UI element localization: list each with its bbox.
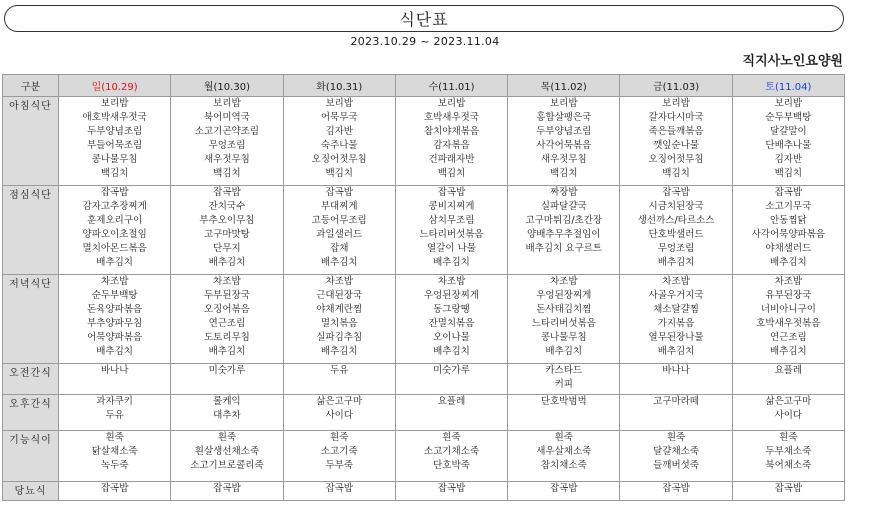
- menu-item: 두부채소죽: [765, 446, 812, 457]
- menu-cell: [508, 395, 620, 431]
- menu-cell: [59, 186, 171, 275]
- menu-item: 부추오이무침: [199, 215, 255, 226]
- menu-cell: [283, 482, 395, 501]
- menu-item: 배추김치: [320, 257, 358, 268]
- menu-item: 소고기브로콜리죽: [190, 460, 264, 471]
- menu-item: 새우젓무침: [540, 154, 587, 165]
- row-diabetic-diet: [3, 482, 845, 501]
- menu-item: 유부된장국: [765, 290, 812, 301]
- menu-item: 잡곡밥: [325, 483, 353, 494]
- menu-item: 흰죽: [666, 432, 686, 443]
- menu-item: 미숫가루: [208, 365, 246, 376]
- menu-item: 고구마맛탕: [203, 229, 250, 240]
- row-functional-diet: [3, 431, 845, 482]
- menu-cell: [59, 431, 171, 482]
- menu-cell: [171, 275, 283, 364]
- menu-item: 대추차: [213, 410, 241, 421]
- menu-item: 두유: [105, 410, 124, 421]
- menu-cell: [59, 97, 171, 186]
- menu-cell: [283, 275, 395, 364]
- menu-cell: [508, 482, 620, 501]
- menu-cell: [620, 482, 732, 501]
- menu-item: 콩비지찌게: [428, 201, 475, 212]
- menu-item: 연근조림: [208, 318, 246, 329]
- menu-item: 미숫가루: [433, 365, 470, 376]
- menu-item: 잡곡밥: [550, 483, 578, 494]
- menu-item: 호박새우젓볶음: [756, 318, 821, 329]
- menu-item: 백김치: [213, 168, 241, 179]
- menu-item: 사이다: [774, 410, 803, 421]
- menu-item: 연근조림: [769, 332, 807, 343]
- row-morning-snack: [3, 364, 845, 395]
- menu-item: 배추김치: [657, 346, 695, 357]
- menu-item: 배추김치: [96, 257, 133, 268]
- menu-cell: [508, 431, 620, 482]
- menu-item: 두부죽: [325, 460, 353, 471]
- menu-item: 소고기곤약조림: [194, 126, 260, 137]
- menu-item: 고구마튀김/초간장: [525, 215, 603, 226]
- menu-item: 훈제오리구이: [87, 215, 143, 226]
- column-header-label: 구분: [3, 75, 59, 97]
- menu-cell: [732, 364, 844, 395]
- menu-item: 차조밥: [437, 276, 466, 287]
- menu-item: 보리밥: [662, 98, 690, 109]
- menu-item: 잡곡밥: [662, 483, 690, 494]
- menu-cell: [732, 482, 844, 501]
- column-header-thu: 목(11.02): [508, 75, 620, 97]
- menu-cell: [171, 395, 283, 431]
- menu-item: 느타리버섯볶음: [531, 318, 596, 329]
- menu-item: 카스타드: [545, 365, 583, 376]
- menu-item: 사골우거지국: [648, 290, 704, 301]
- row-label: 점심식단: [3, 186, 59, 275]
- menu-item: 잡곡밥: [437, 187, 466, 198]
- menu-cell: [59, 482, 171, 501]
- menu-item: 김자반: [774, 154, 803, 165]
- menu-item: 닭살채소죽: [91, 446, 138, 457]
- menu-item: 백김치: [550, 168, 578, 179]
- menu-cell: [59, 275, 171, 364]
- menu-item: 소고기채소죽: [423, 446, 480, 457]
- menu-item: 흰죽: [330, 432, 349, 443]
- menu-cell: [283, 395, 395, 431]
- menu-item: 오징어젓무침: [648, 154, 704, 165]
- menu-item: 김자반: [325, 126, 353, 137]
- menu-item: 잡곡밥: [662, 187, 690, 198]
- menu-cell: [508, 364, 620, 395]
- menu-item: 돈육양파볶음: [87, 304, 143, 315]
- menu-cell: [732, 431, 844, 482]
- menu-item: 배추김치: [769, 346, 807, 357]
- menu-item: 짜장밥: [550, 187, 578, 198]
- menu-item: 감자고추장찌게: [82, 201, 147, 212]
- menu-cell: [171, 97, 283, 186]
- column-header-tue: 화(10.31): [283, 75, 395, 97]
- menu-item: 새우젓무침: [203, 154, 250, 165]
- page-title: 식단표: [399, 10, 449, 29]
- menu-item: 무엉조림: [657, 243, 695, 254]
- menu-cell: [508, 97, 620, 186]
- menu-item: 단배추나물: [765, 140, 812, 151]
- menu-item: 배추김치: [320, 346, 358, 357]
- menu-cell: [620, 186, 732, 275]
- menu-item: 부추양파무침: [87, 318, 143, 329]
- menu-item: 고등어무조림: [311, 215, 367, 226]
- menu-cell: [620, 395, 732, 431]
- menu-item: 잡채: [330, 243, 349, 254]
- menu-item: 오이나물: [433, 332, 470, 343]
- menu-item: 삼치무조림: [428, 215, 475, 226]
- menu-item: 부대찌게: [320, 201, 358, 212]
- menu-item: 보리밥: [774, 98, 803, 109]
- menu-item: 들깨버섯죽: [653, 460, 699, 471]
- menu-cell: [620, 364, 732, 395]
- menu-item: 잡곡밥: [774, 187, 803, 198]
- menu-cell: [508, 186, 620, 275]
- menu-item: 멸치아몬드볶음: [82, 243, 147, 254]
- column-header-sun: 일(10.29): [59, 75, 171, 97]
- menu-item: 요플레: [774, 365, 803, 376]
- menu-item: 잡곡밥: [325, 187, 353, 198]
- menu-item: 차조밥: [550, 276, 578, 287]
- menu-item: 북어채소죽: [765, 460, 812, 471]
- menu-item: 열무된장나물: [648, 332, 704, 343]
- menu-item: 호박새우젓국: [423, 112, 480, 123]
- menu-item: 열갈이 나물: [427, 243, 476, 254]
- menu-item: 과일샐러드: [316, 229, 363, 240]
- menu-item: 백김치: [662, 168, 690, 179]
- menu-item: 소고기죽: [320, 446, 358, 457]
- menu-item: 새우살채소죽: [536, 446, 592, 457]
- menu-item: 어묵양파볶음: [87, 332, 143, 343]
- menu-item: 돈사태김치찜: [536, 304, 592, 315]
- menu-cell: [283, 186, 395, 275]
- menu-item: 차조밥: [662, 276, 690, 287]
- menu-item: 채소달걀찜: [653, 304, 699, 315]
- menu-item: 순두부백탕: [91, 290, 138, 301]
- menu-item: 배추김치: [769, 257, 807, 268]
- menu-cell: [732, 395, 844, 431]
- menu-item: 근대된장국: [316, 290, 363, 301]
- row-label: 당뇨식: [3, 482, 59, 501]
- menu-item: 야채샐러드: [765, 243, 812, 254]
- facility-name: 직지사노인요양원: [742, 54, 843, 69]
- menu-item: 백김치: [325, 168, 353, 179]
- menu-cell: [508, 275, 620, 364]
- row-afternoon-snack: [3, 395, 845, 431]
- menu-item: 흰죽: [554, 432, 573, 443]
- menu-item: 차조밥: [100, 276, 129, 287]
- menu-item: 오징어젓무침: [311, 154, 367, 165]
- menu-item: 흰죽: [779, 432, 798, 443]
- menu-cell: [171, 482, 283, 501]
- menu-item: 건파래자반: [428, 154, 475, 165]
- column-header-wed: 수(11.01): [395, 75, 507, 97]
- column-header-sat: 토(11.04): [732, 75, 844, 97]
- menu-item: 고구마라떼: [653, 396, 699, 407]
- menu-item: 깻잎순나물: [653, 140, 699, 151]
- menu-item: 시금치된장국: [648, 201, 704, 212]
- menu-item: 소고기무국: [765, 201, 812, 212]
- menu-item: 잡곡밥: [100, 483, 129, 494]
- menu-item: 도토리무침: [203, 332, 250, 343]
- menu-item: 감자볶음: [433, 140, 470, 151]
- menu-item: 안동찜닭: [769, 215, 807, 226]
- menu-cell: [283, 364, 395, 395]
- menu-item: 숙주나물: [320, 140, 358, 151]
- menu-item: 커피: [554, 379, 573, 390]
- menu-cell: [395, 482, 507, 501]
- menu-item: 두유: [330, 365, 349, 376]
- menu-item: 배추김치: [433, 257, 470, 268]
- menu-item: 콩나물무침: [91, 154, 138, 165]
- menu-item: 실파달걀국: [540, 201, 587, 212]
- menu-item: 흰죽: [217, 432, 237, 443]
- menu-item: 너비아니구이: [760, 304, 816, 315]
- row-label: 오후간식: [3, 395, 59, 431]
- menu-cell: [732, 275, 844, 364]
- menu-cell: [395, 395, 507, 431]
- menu-cell: [283, 431, 395, 482]
- menu-item: 차조밥: [774, 276, 803, 287]
- menu-item: 배추김치 요구르트: [525, 243, 602, 254]
- menu-item: 흰죽: [442, 432, 461, 443]
- column-header-fri: 금(11.03): [620, 75, 732, 97]
- menu-item: 잡곡밥: [100, 187, 129, 198]
- menu-item: 흰살생선채소죽: [194, 446, 260, 457]
- menu-cell: [620, 97, 732, 186]
- menu-item: 실파김추침: [316, 332, 363, 343]
- menu-item: 잡곡밥: [437, 483, 466, 494]
- menu-cell: [732, 186, 844, 275]
- menu-item: 우엉된장찌게: [536, 290, 592, 301]
- menu-item: 양배추무추절임이: [527, 229, 601, 240]
- menu-item: 배추김치: [433, 346, 470, 357]
- menu-item: 보리밥: [437, 98, 466, 109]
- menu-item: 잡곡밥: [213, 483, 241, 494]
- menu-item: 동그랑땡: [433, 304, 470, 315]
- menu-item: 북어미역국: [203, 112, 250, 123]
- header-row: [3, 75, 845, 97]
- menu-period: 2023.10.29 ~ 2023.11.04: [350, 35, 500, 48]
- menu-item: 보리밥: [100, 98, 129, 109]
- menu-item: 잔멸치볶음: [428, 318, 475, 329]
- menu-item: 롤케익: [213, 396, 241, 407]
- menu-item: 보리밥: [325, 98, 353, 109]
- menu-item: 가지볶음: [657, 318, 695, 329]
- row-label: 아침식단: [3, 97, 59, 186]
- row-label: 기능식이: [3, 431, 59, 482]
- menu-item: 사각어묵양파볶음: [751, 229, 826, 240]
- menu-item: 두부양념조림: [536, 126, 592, 137]
- menu-item: 갈자다시마국: [648, 112, 704, 123]
- menu-item: 오징어볶음: [203, 304, 250, 315]
- menu-item: 배추김치: [96, 346, 133, 357]
- menu-cell: [620, 275, 732, 364]
- menu-item: 양파오이초절임: [82, 229, 147, 240]
- menu-title-box: [4, 5, 844, 32]
- menu-item: 차조밥: [213, 276, 241, 287]
- menu-item: 참치채소죽: [540, 460, 587, 471]
- menu-item: 백김치: [100, 168, 129, 179]
- menu-item: 보리밥: [213, 98, 241, 109]
- menu-item: 사각어묵볶음: [536, 140, 592, 151]
- menu-item: 단호박샐러드: [648, 229, 704, 240]
- menu-item: 단호박범벅: [540, 396, 587, 407]
- menu-item: 달걀말이: [769, 126, 807, 137]
- menu-item: 녹두죽: [100, 460, 129, 471]
- menu-item: 배추김치: [545, 346, 583, 357]
- menu-item: 배추김치: [208, 257, 246, 268]
- menu-item: 두부양념조림: [87, 126, 143, 137]
- menu-cell: [283, 97, 395, 186]
- menu-item: 두부된장국: [203, 290, 250, 301]
- menu-item: 백김치: [774, 168, 803, 179]
- menu-item: 참치야채볶음: [423, 126, 480, 137]
- menu-item: 차조밥: [325, 276, 353, 287]
- menu-item: 애호박새우젓국: [82, 112, 147, 123]
- menu-item: 흰죽: [105, 432, 124, 443]
- menu-item: 배추김치: [208, 346, 246, 357]
- menu-item: 보리밥: [550, 98, 578, 109]
- menu-item: 바나나: [662, 365, 690, 376]
- menu-item: 과자쿠키: [96, 396, 133, 407]
- menu-item: 죽은들깨볶음: [648, 126, 704, 137]
- menu-item: 순두부백탕: [765, 112, 812, 123]
- row-label: 오전간식: [3, 364, 59, 395]
- menu-cell: [620, 431, 732, 482]
- row-lunch: [3, 186, 845, 275]
- menu-item: 잡곡밥: [213, 187, 241, 198]
- menu-item: 달걀채소죽: [653, 446, 699, 457]
- menu-cell: [395, 186, 507, 275]
- menu-item: 멸치볶음: [320, 318, 358, 329]
- menu-cell: [59, 364, 171, 395]
- menu-item: 단무지: [213, 243, 241, 254]
- menu-item: 부들어묵조림: [87, 140, 143, 151]
- menu-item: 어묵무국: [320, 112, 358, 123]
- row-label: 저녁식단: [3, 275, 59, 364]
- menu-cell: [171, 364, 283, 395]
- menu-cell: [395, 97, 507, 186]
- menu-item: 삶은고구마: [316, 396, 363, 407]
- menu-item: 백김치: [437, 168, 466, 179]
- menu-item: 느타리버섯볶음: [419, 229, 484, 240]
- menu-cell: [171, 186, 283, 275]
- menu-item: 잔치국수: [208, 201, 246, 212]
- column-header-mon: 월(10.30): [171, 75, 283, 97]
- row-breakfast: [3, 97, 845, 186]
- menu-cell: [732, 97, 844, 186]
- menu-cell: [395, 364, 507, 395]
- menu-item: 콩나물무침: [540, 332, 587, 343]
- menu-item: 우엉된장찌게: [423, 290, 480, 301]
- menu-item: 잡곡밥: [774, 483, 803, 494]
- row-dinner: [3, 275, 845, 364]
- menu-item: 바나나: [100, 365, 129, 376]
- menu-body: [3, 97, 845, 501]
- menu-item: 요플레: [437, 396, 466, 407]
- menu-cell: [395, 431, 507, 482]
- menu-item: 야채계란찜: [316, 304, 363, 315]
- menu-item: 홍합살팽은국: [536, 112, 592, 123]
- menu-item: 단호박죽: [433, 460, 470, 471]
- menu-item: 삶은고구마: [765, 396, 812, 407]
- menu-item: 사이다: [325, 410, 353, 421]
- menu-cell: [171, 431, 283, 482]
- menu-item: 무엉조림: [208, 140, 246, 151]
- menu-item: 배추김치: [657, 257, 695, 268]
- menu-cell: [59, 395, 171, 431]
- menu-cell: [395, 275, 507, 364]
- menu-table: [2, 74, 845, 501]
- menu-item: 생선까스/타르소스: [637, 215, 715, 226]
